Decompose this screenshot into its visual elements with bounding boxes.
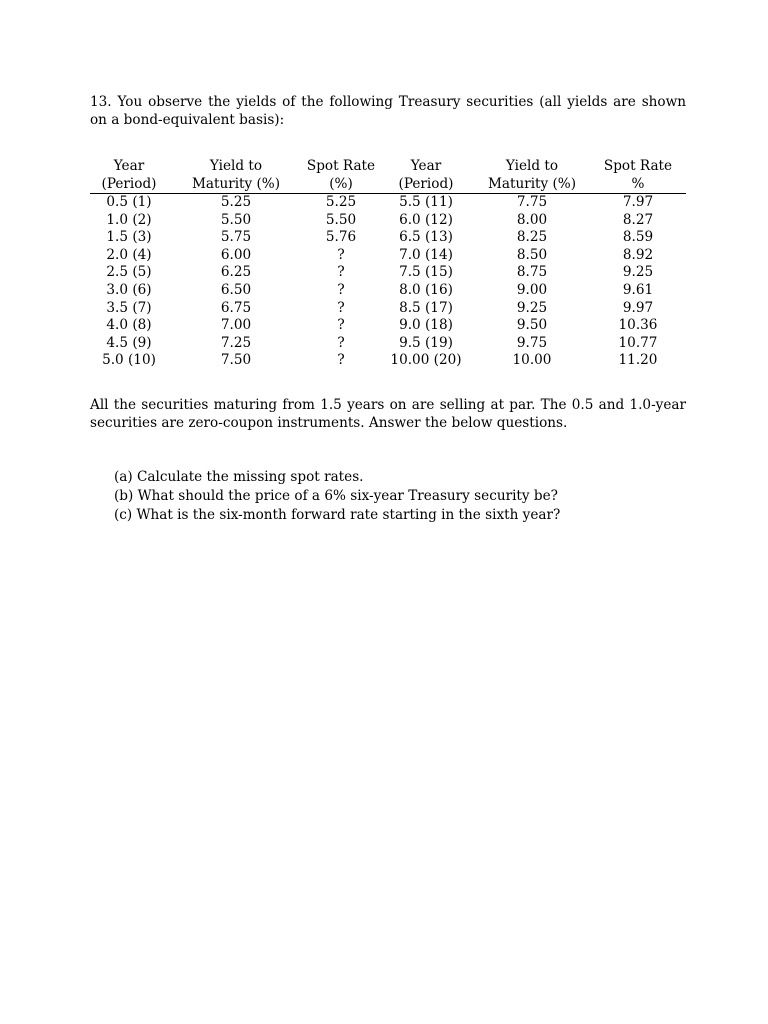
table-cell: 10.00 (20) [390, 352, 462, 369]
question-a: (a) Calculate the missing spot rates. [114, 468, 364, 485]
header-cell: Spot Rate [603, 158, 673, 174]
table-cell: 9.97 [622, 299, 654, 316]
header-cell: (Period) [90, 175, 168, 194]
table-cell: 3.5 (7) [106, 299, 152, 316]
header-cell: Yield to [505, 158, 559, 174]
table-body [90, 194, 686, 370]
table-cell: 9.00 [516, 281, 548, 298]
table-cell: 0.5 (1) [106, 194, 152, 210]
table-cell: 8.59 [622, 229, 654, 246]
problem-page [90, 93, 686, 525]
table-row [90, 282, 686, 300]
problem-intro: 13. You observe the yields of the following Treasury securities (all yields are shown on a bond-equivalent basis): [90, 94, 686, 128]
table-cell: 9.50 [516, 317, 548, 334]
table-cell: 7.00 [220, 317, 252, 334]
table-cell: 6.5 (13) [399, 229, 453, 246]
table-cell: 7.97 [622, 194, 654, 210]
header-cell: (Period) [378, 175, 474, 194]
table-cell: ? [337, 264, 345, 281]
header-cell: Spot Rate [306, 158, 376, 174]
table-cell: 8.00 [516, 211, 548, 228]
table-cell: 5.50 [220, 211, 252, 228]
table-cell: 8.92 [622, 246, 654, 263]
table-cell: 8.5 (17) [399, 299, 453, 316]
header-cell: (%) [304, 175, 378, 194]
table-cell: 2.0 (4) [106, 246, 152, 263]
header-cell: Maturity (%) [474, 175, 590, 194]
header-cell: % [590, 175, 686, 194]
table-cell: 10.36 [618, 317, 658, 334]
table-row [90, 264, 686, 282]
question-c: (c) What is the six-month forward rate starting in the sixth year? [114, 506, 561, 523]
table-cell: 4.0 (8) [106, 317, 152, 334]
yields-table [90, 157, 686, 370]
table-cell: 6.25 [220, 264, 252, 281]
table-cell: 5.25 [220, 194, 252, 210]
table-row [90, 317, 686, 335]
table-cell: 8.25 [516, 229, 548, 246]
table-cell: 6.50 [220, 281, 252, 298]
table-cell: ? [337, 317, 345, 334]
table-cell: 8.75 [516, 264, 548, 281]
header-cell: Maturity (%) [168, 175, 304, 194]
table-cell: 9.75 [516, 334, 548, 351]
table-row [90, 212, 686, 230]
table-cell: ? [337, 334, 345, 351]
table-row [90, 229, 686, 247]
table-row [90, 300, 686, 318]
table-cell: 1.5 (3) [106, 229, 152, 246]
table-cell: 6.0 (12) [399, 211, 453, 228]
table-cell: 5.50 [325, 211, 357, 228]
question-list [90, 468, 686, 525]
header-cell: Year [410, 158, 442, 174]
table-row [90, 352, 686, 370]
table-cell: 10.77 [618, 334, 658, 351]
table-row [90, 247, 686, 265]
table-cell: 3.0 (6) [106, 281, 152, 298]
table-cell: 7.25 [220, 334, 252, 351]
table-cell: 6.00 [220, 246, 252, 263]
table-cell: ? [337, 246, 345, 263]
table-cell: 9.5 (19) [399, 334, 453, 351]
table-cell: 5.75 [220, 229, 252, 246]
table-row [90, 335, 686, 353]
table-cell: 6.75 [220, 299, 252, 316]
table-header-row-2 [90, 175, 686, 194]
question-b: (b) What should the price of a 6% six-year Treasury security be? [114, 487, 558, 504]
table-cell: 2.5 (5) [106, 264, 152, 281]
table-cell: 8.27 [622, 211, 654, 228]
table-cell: 9.61 [622, 281, 654, 298]
table-cell: 9.0 (18) [399, 317, 453, 334]
table-cell: 9.25 [622, 264, 654, 281]
table-cell: ? [337, 352, 345, 369]
table-cell: 8.50 [516, 246, 548, 263]
problem-paragraph: All the securities maturing from 1.5 years on are selling at par. The 0.5 and 1.0-year securities are zero-coupon instruments. Answer the below questions. [90, 396, 686, 431]
table-cell: 7.0 (14) [399, 246, 453, 263]
table-cell: 5.0 (10) [102, 352, 156, 369]
table-cell: 5.76 [325, 229, 357, 246]
table-cell: 8.0 (16) [399, 281, 453, 298]
table-cell: 5.25 [325, 194, 357, 210]
table-cell: 10.00 [512, 352, 552, 369]
header-cell: Yield to [209, 158, 263, 174]
table-row [90, 194, 686, 212]
table-cell: 9.25 [516, 299, 548, 316]
table-header-row-1 [90, 157, 686, 175]
table-cell: 4.5 (9) [106, 334, 152, 351]
table-cell: 5.5 (11) [399, 194, 453, 210]
header-cell: Year [113, 158, 145, 174]
table-cell: 7.5 (15) [399, 264, 453, 281]
table-cell: 7.75 [516, 194, 548, 210]
table-cell: 1.0 (2) [106, 211, 152, 228]
table-cell: 7.50 [220, 352, 252, 369]
table-cell: ? [337, 299, 345, 316]
table-cell: 11.20 [618, 352, 658, 369]
table-cell: ? [337, 281, 345, 298]
